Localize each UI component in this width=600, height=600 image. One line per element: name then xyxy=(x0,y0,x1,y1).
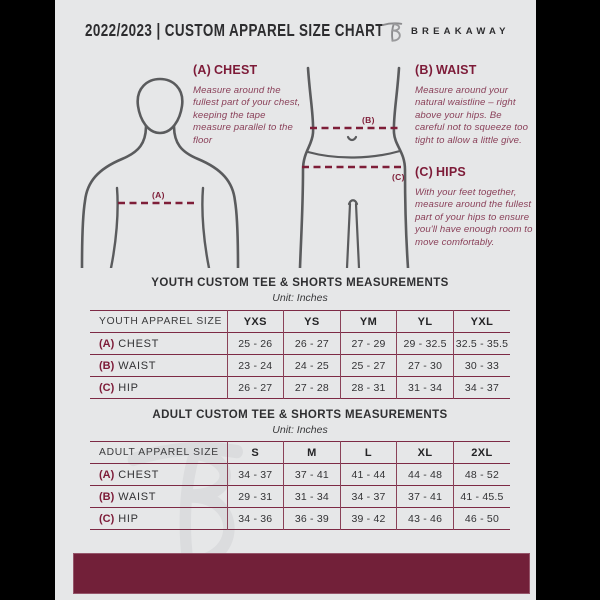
waist-line-label: (B) xyxy=(362,115,375,125)
adult-table-title: ADULT CUSTOM TEE & SHORTS MEASUREMENTS xyxy=(152,409,448,421)
youth-hip-label xyxy=(90,377,227,399)
chest-heading xyxy=(193,63,257,77)
cell-value: 24 - 25 xyxy=(284,355,341,377)
youth-chest-label xyxy=(90,333,227,355)
cell-value: 34 - 37 xyxy=(227,464,284,486)
adult-waist-label xyxy=(90,486,227,508)
brand-name: BREAKAWAY xyxy=(411,26,510,37)
hips-description: With your feet together, measure around the fullest part of your hips to ensure you'll have enough room to move comfortably. xyxy=(415,187,533,248)
adult-table-unit: Unit: Inches xyxy=(272,424,328,436)
row-key: (C) xyxy=(99,512,115,525)
cell-value: 34 - 36 xyxy=(227,508,284,530)
cell-value: 37 - 41 xyxy=(284,464,341,486)
size-chart-page xyxy=(55,0,536,600)
cell-value: 32.5 - 35.5 xyxy=(453,333,510,355)
row-name: WAIST xyxy=(118,490,157,503)
row-key: (A) xyxy=(99,337,115,350)
cell-value: 46 - 50 xyxy=(453,508,510,530)
youth-size-ys: YS xyxy=(284,311,341,333)
adult-hip-label xyxy=(90,508,227,530)
adult-size-2xl: 2XL xyxy=(453,442,510,464)
cell-value: 37 - 41 xyxy=(397,486,454,508)
table-row xyxy=(90,377,510,399)
cell-value: 29 - 32.5 xyxy=(397,333,454,355)
table-row xyxy=(90,333,510,355)
hips-line-label: (C) xyxy=(392,172,405,182)
table-row xyxy=(90,355,510,377)
cell-value: 27 - 28 xyxy=(284,377,341,399)
table-row xyxy=(90,486,510,508)
table-row xyxy=(90,464,510,486)
footer-bar xyxy=(73,553,530,594)
cell-value: 31 - 34 xyxy=(284,486,341,508)
youth-size-table xyxy=(90,310,510,399)
waist-name: WAIST xyxy=(435,63,477,77)
youth-size-yl: YL xyxy=(397,311,454,333)
adult-size-l: L xyxy=(340,442,397,464)
chest-name: CHEST xyxy=(213,63,258,77)
youth-table-title: YOUTH CUSTOM TEE & SHORTS MEASUREMENTS xyxy=(151,277,449,289)
cell-value: 43 - 46 xyxy=(397,508,454,530)
cell-value: 30 - 33 xyxy=(453,355,510,377)
cell-value: 41 - 44 xyxy=(340,464,397,486)
cell-value: 31 - 34 xyxy=(397,377,454,399)
cell-value: 41 - 45.5 xyxy=(453,486,510,508)
cell-value: 26 - 27 xyxy=(227,377,284,399)
cell-value: 36 - 39 xyxy=(284,508,341,530)
cell-value: 23 - 24 xyxy=(227,355,284,377)
row-name: WAIST xyxy=(118,359,157,372)
row-name: HIP xyxy=(118,381,139,394)
waist-heading xyxy=(415,63,477,77)
youth-waist-label xyxy=(90,355,227,377)
cell-value: 29 - 31 xyxy=(227,486,284,508)
youth-size-ym: YM xyxy=(340,311,397,333)
row-name: CHEST xyxy=(118,468,160,481)
hips-heading xyxy=(415,165,466,179)
cell-value: 34 - 37 xyxy=(340,486,397,508)
adult-size-m: M xyxy=(284,442,341,464)
youth-header-row xyxy=(90,311,510,333)
table-row xyxy=(90,508,510,530)
chest-line-label: (A) xyxy=(152,190,165,200)
row-name: HIP xyxy=(118,512,139,525)
youth-size-yxs: YXS xyxy=(227,311,284,333)
waist-description: Measure around your natural waistline – right above your hips. Be careful not to squeeze too tight to allow a little give. xyxy=(415,85,529,146)
cell-value: 27 - 29 xyxy=(340,333,397,355)
row-name: CHEST xyxy=(118,337,160,350)
hips-key: (C) xyxy=(415,165,433,179)
cell-value: 44 - 48 xyxy=(397,464,454,486)
row-key: (C) xyxy=(99,381,115,394)
cell-value: 28 - 31 xyxy=(340,377,397,399)
cell-value: 39 - 42 xyxy=(340,508,397,530)
row-key: (B) xyxy=(99,359,115,372)
cell-value: 34 - 37 xyxy=(453,377,510,399)
row-key: (B) xyxy=(99,490,115,503)
adult-size-table xyxy=(90,441,510,530)
youth-table-unit: Unit: Inches xyxy=(272,292,328,304)
youth-size-col-header: YOUTH APPAREL SIZE xyxy=(99,316,223,327)
page-title: 2022/2023 | CUSTOM APPAREL SIZE CHART xyxy=(85,22,384,41)
row-key: (A) xyxy=(99,468,115,481)
cell-value: 25 - 26 xyxy=(227,333,284,355)
cell-value: 25 - 27 xyxy=(340,355,397,377)
adult-size-xl: XL xyxy=(397,442,454,464)
youth-size-yxl: YXL xyxy=(453,311,510,333)
cell-value: 48 - 52 xyxy=(453,464,510,486)
cell-value: 26 - 27 xyxy=(284,333,341,355)
chest-key: (A) xyxy=(193,63,211,77)
chest-description: Measure around the fullest part of your chest, keeping the tape measure parallel to the floor xyxy=(193,85,301,146)
hips-name: HIPS xyxy=(435,165,466,179)
cell-value: 27 - 30 xyxy=(397,355,454,377)
adult-size-col-header: ADULT APPAREL SIZE xyxy=(99,447,219,458)
adult-chest-label xyxy=(90,464,227,486)
lower-body-diagram xyxy=(292,58,416,268)
waist-key: (B) xyxy=(415,63,433,77)
adult-size-s: S xyxy=(227,442,284,464)
breakaway-b-logo-icon xyxy=(381,18,405,44)
adult-header-row xyxy=(90,442,510,464)
